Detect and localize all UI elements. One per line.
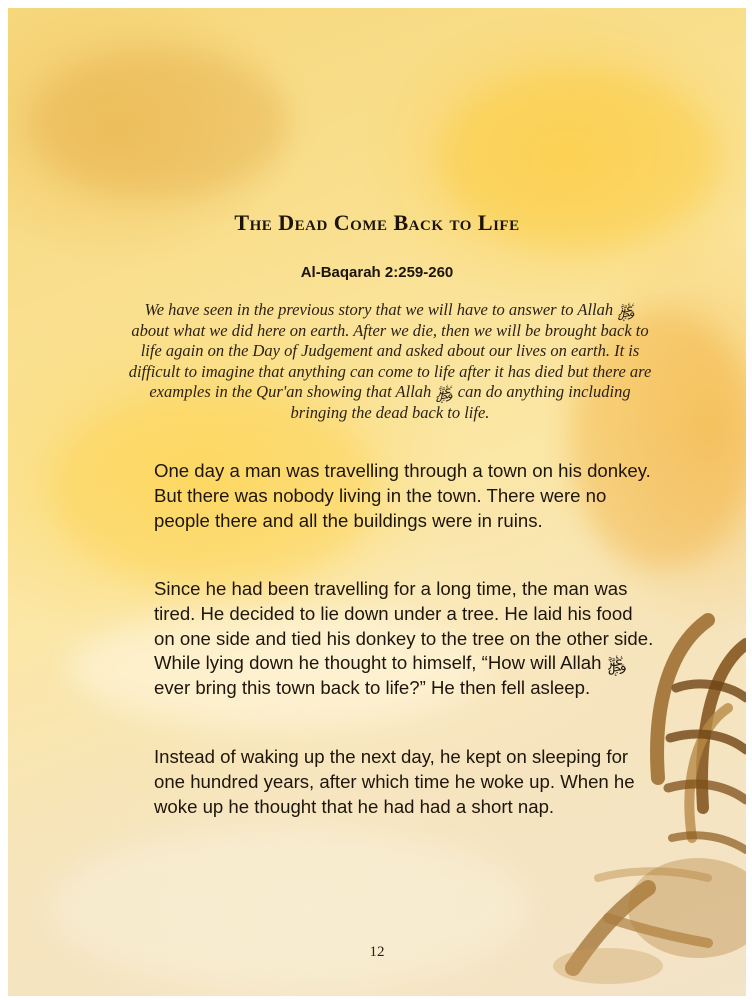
page-content bbox=[8, 8, 746, 996]
quran-reference: Al-Baqarah 2:259-260 bbox=[300, 264, 454, 281]
intro-paragraph: We have seen in the previous story that we will have to answer to Allah ﷿ about what we did here on earth. After we die, then we will be brought back to life again on the Day of Judgement and asked about our lives on earth. It is difficult to imagine that anything can come to life after it has died but there are examples in the Qur'an showing that Allah ﷿ can do anything including bringing the dead back to life. bbox=[128, 300, 652, 422]
story-paragraph: Since he had been travelling for a long time, the man was tired. He decided to lie down under a tree. He laid his food on one side and tied his donkey to the tree on the other side. While lying down he thought to himself, “How will Allah ﷿ ever bring this town back to life?” He then fell asleep. bbox=[154, 578, 654, 699]
book-page bbox=[8, 8, 746, 996]
page-number: 12 bbox=[369, 944, 385, 960]
story-paragraph: One day a man was travelling through a town on his donkey. But there was nobody living in the town. There were no people there and all the buildings were in ruins. bbox=[154, 460, 651, 531]
story-title: The Dead Come Back to Life bbox=[234, 210, 520, 235]
story-paragraph: Instead of waking up the next day, he kept on sleeping for one hundred years, after which time he woke up. When he woke up he thought that he had had a short nap. bbox=[154, 746, 635, 817]
